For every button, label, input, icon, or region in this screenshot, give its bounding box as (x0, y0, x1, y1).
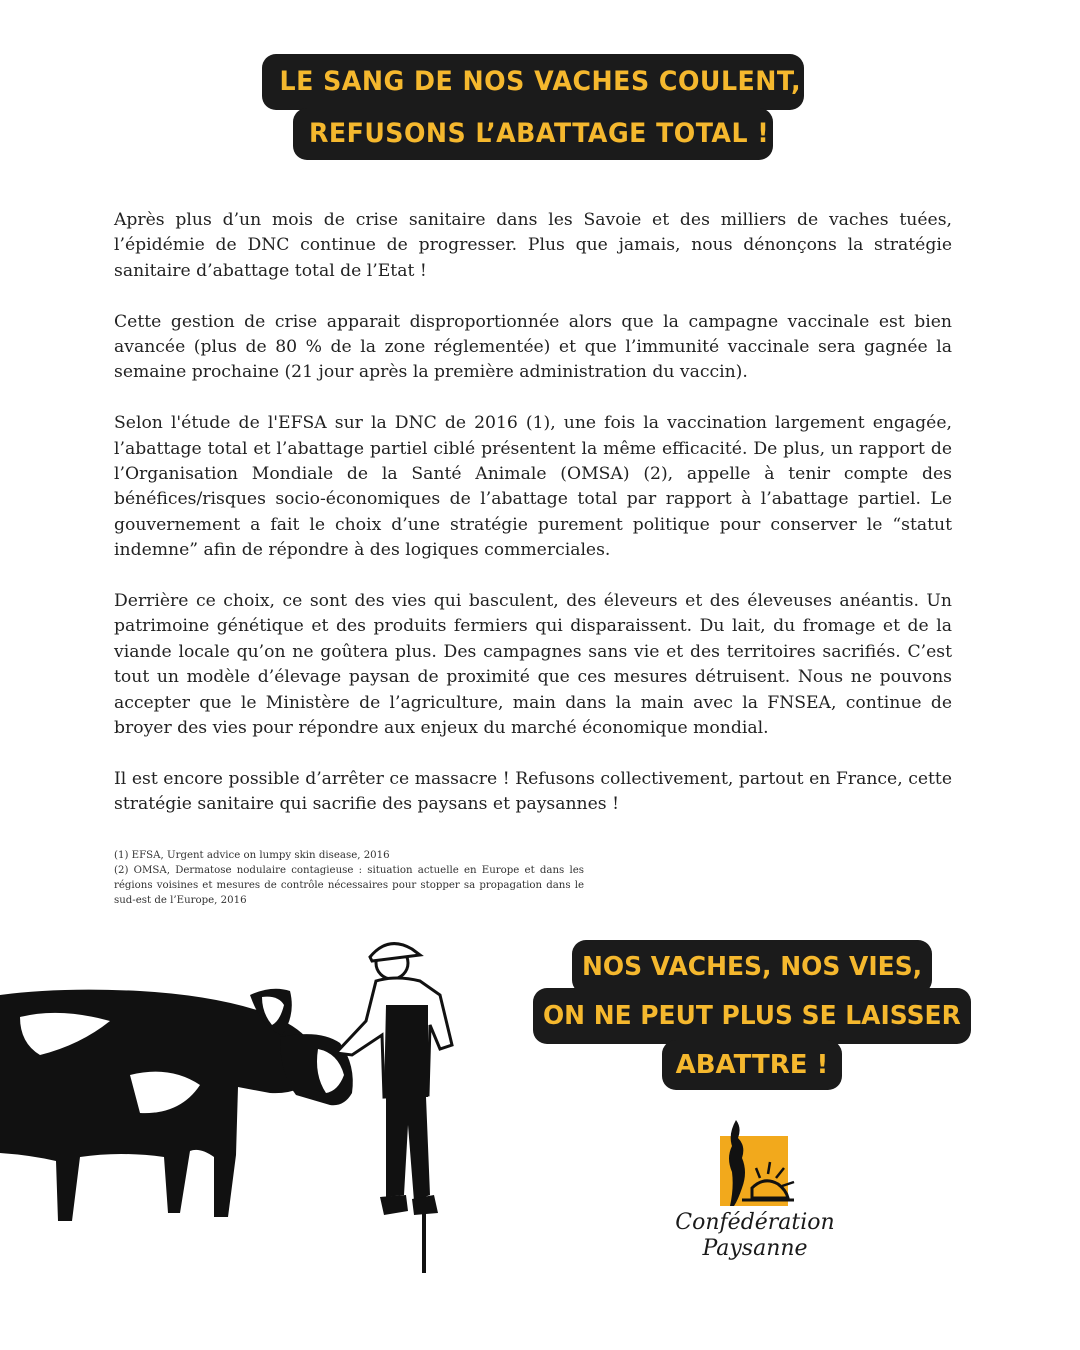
logo-line-1: Confédération (675, 1210, 835, 1235)
cta-line-2: ON NE PEUT PLUS SE LAISSER (533, 988, 971, 1044)
footnote-1: (1) EFSA, Urgent advice on lumpy skin disease, 2016 (114, 850, 390, 861)
farmer-and-cow-illustration (0, 925, 480, 1280)
paragraph-1: Après plus d’un mois de crise sanitaire dans les Savoie et des milliers de vaches tuées, l’épidémie de DNC continue de progresser. Plus que jamais, nous dénonçons la stratégie sanitaire d’abattage total de l’Etat ! (114, 210, 952, 281)
title-line-2: REFUSONS L’ABATTAGE TOTAL ! (293, 108, 773, 160)
footnotes (114, 848, 584, 908)
article-body (114, 208, 952, 843)
logo-line-2: Paysanne (702, 1236, 808, 1261)
cta-line-3: ABATTRE ! (662, 1040, 842, 1090)
paragraph-4: Derrière ce choix, ce sont des vies qui basculent, des éleveurs et des éleveuses anéantis. Un patrimoine génétique et des produits fermiers qui disparaissent. Du lait, du fromage et de la viande locale qu’on ne goûtera plus. Des campagnes sans vie et des territoires sacrifiés. C’est tout un modèle d’élevage paysan de proximité que ces mesures détruisent. Nous ne pouvons accepter que le Ministère de l’agriculture, main dans la main avec la FNSEA, continue de broyer des vies pour répondre aux enjeux du marché économique mondial. (114, 591, 952, 739)
paragraph-2: Cette gestion de crise apparait disproportionnée alors que la campagne vaccinale est bien avancée (plus de 80 % de la zone réglementée) et que l’immunité vaccinale sera gagnée la semaine prochaine (21 jour après la première administration du vaccin). (114, 311, 952, 383)
logo-wordmark (660, 1210, 850, 1262)
paragraph-3: Selon l'étude de l'EFSA sur la DNC de 2016 (1), une fois la vaccination largement engagée, l’abattage total et l’abattage partiel ciblé présentent la même efficacité. De plus, un rapport de l’Organisation Mondiale de la Santé Animale (OMSA) (2), appelle à tenir compte des bénéfices/risques socio-économiques de l’abattage total par rapport à l’abattage partiel. Le gouvernement a fait le choix d’une stratégie purement politique pour conserver le “statut indemne” afin de répondre à des logiques commerciales. (114, 413, 952, 561)
footnote-2: (2) OMSA, Dermatose nodulaire contagieuse : situation actuelle en Europe et dans les régions voisines et mesures de contrôle nécessaires pour stopper sa propagation dans le sud-est de l’Europe, 2016 (114, 865, 584, 906)
confederation-paysanne-logo-icon (712, 1118, 798, 1210)
cta-line-1: NOS VACHES, NOS VIES, (572, 940, 932, 994)
paragraph-5: Il est encore possible d’arrêter ce massacre ! Refusons collectivement, partout en France, cette stratégie sanitaire qui sacrifie des paysans et paysannes ! (114, 768, 952, 815)
title-line-1: LE SANG DE NOS VACHES COULENT, (262, 54, 804, 110)
